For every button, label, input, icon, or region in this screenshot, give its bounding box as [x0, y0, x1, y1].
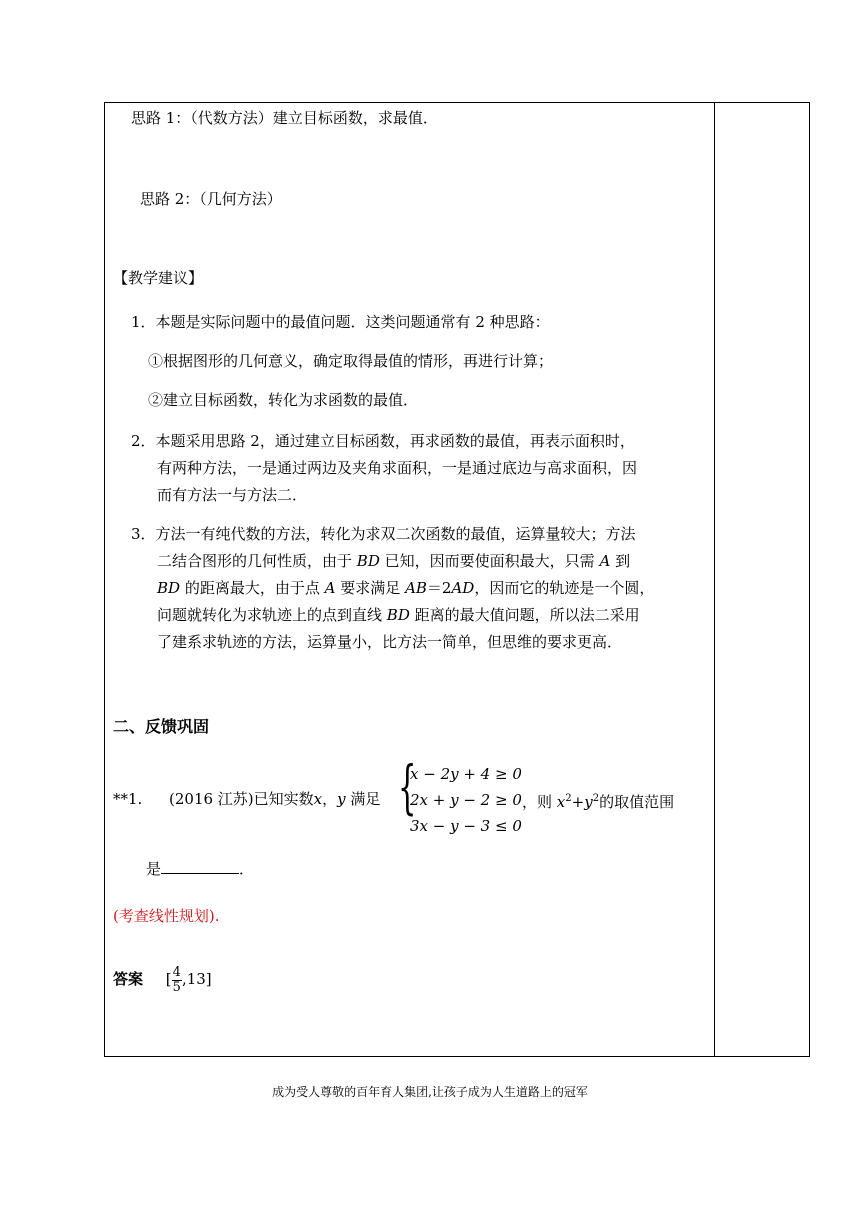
topic-note: (考查线性规划).: [113, 907, 220, 925]
question-1-line-1: **1.: [113, 790, 143, 808]
suggestion-1b: ②建立目标函数，转化为求函数的最值．: [148, 391, 419, 409]
suggestion-2-line-3: 而有方法一与方法二．: [157, 486, 308, 504]
teaching-heading: 【教学建议】: [113, 269, 204, 287]
answer-fraction: $\frac{4}{5}$: [172, 964, 181, 995]
idea-1: 思路 1：（代数方法）建立目标函数，求最值．: [131, 109, 438, 127]
suggestion-3-line-5: 了建系求轨迹的方法，运算量小，比方法一简单，但思维的要求更高．: [157, 633, 623, 651]
question-1-prompt: (2016 江苏)已知实数x，y 满足: [169, 790, 381, 808]
suggestion-3-line-4: 问题就转化为求轨迹上的点到直线 BD 距离的最大值问题，所以法二采用: [157, 606, 640, 624]
question-1-line-2: 是 ．: [146, 857, 254, 879]
system-brace: {: [398, 753, 417, 821]
idea-2: 思路 2：（几何方法）: [140, 190, 282, 208]
answer-blank[interactable]: [161, 857, 239, 874]
suggestion-1: 1．本题是实际问题中的最值问题．这类问题通常有 2 种思路：: [131, 313, 550, 331]
suggestion-2-line-2: 有两种方法，一是通过两边及夹角求面积，一是通过底边与高求面积，因: [157, 459, 638, 477]
suggestion-3-line-3: BD 的距离最大，由于点 A 要求满足 AB＝2AD，因而它的轨迹是一个圆，: [157, 579, 655, 597]
answer-label: 答案: [113, 970, 144, 988]
page-footer: 成为受人尊敬的百年育人集团,让孩子成为人生道路上的冠军: [272, 1085, 588, 1099]
suggestion-3-line-1: 3．方法一有纯代数的方法，转化为求双二次函数的最值，运算量较大；方法: [131, 525, 636, 543]
constraint-2: 2x + y − 2 ≥ 0: [410, 791, 522, 809]
answer-line: 答案 [ $\frac{4}{5}$ ,13]: [113, 964, 212, 995]
question-1-tail: ，则 $x^2+y^2$的取值范围: [522, 793, 675, 811]
section-2-heading: 二、反馈巩固: [113, 717, 210, 736]
suggestion-1a: ①根据图形的几何意义，确定取得最值的情形，再进行计算；: [148, 352, 554, 370]
constraint-1: x − 2y + 4 ≥ 0: [410, 765, 522, 783]
suggestion-3-line-2: 二结合图形的几何性质，由于 BD 已知，因而要使面积最大，只需 A 到: [157, 552, 631, 570]
column-divider: [714, 103, 715, 1056]
constraint-3: 3x − y − 3 ≤ 0: [410, 817, 522, 835]
suggestion-2-line-1: 2．本题采用思路 2，通过建立目标函数，再求函数的最值，再表示面积时，: [131, 432, 635, 450]
